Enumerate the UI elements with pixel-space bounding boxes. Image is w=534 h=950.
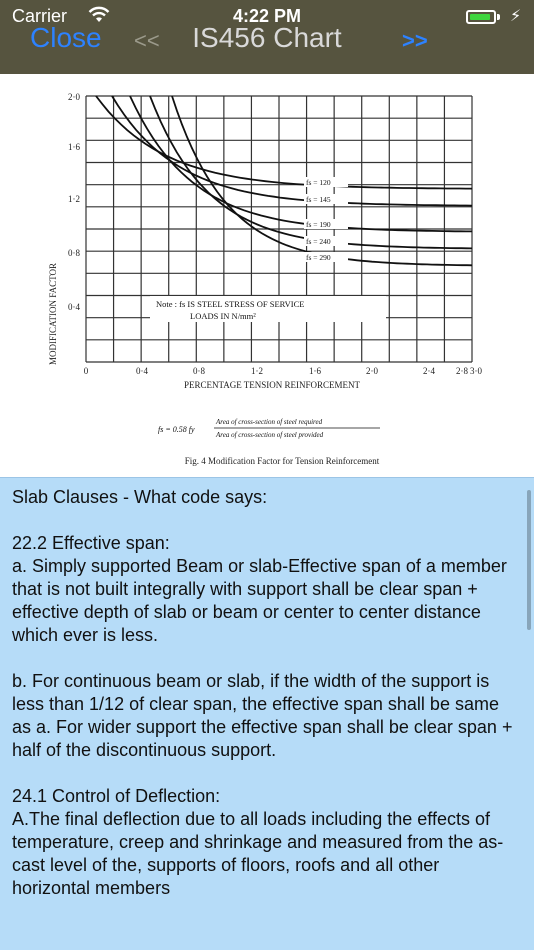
x-axis-label: PERCENTAGE TENSION REINFORCEMENT bbox=[183, 380, 361, 390]
next-button[interactable]: >> bbox=[402, 28, 428, 53]
chart-figure bbox=[0, 74, 534, 477]
y-tick-label: 2·0 bbox=[68, 92, 80, 102]
scrollbar[interactable] bbox=[527, 490, 531, 630]
chart-grid bbox=[86, 96, 472, 362]
clause-paragraph: 24.1 Control of Deflection: A.The final deflection due to all loads including the effects of temperature, creep and shrinkage and measured from the as-cast level of the, supports of floors, roofs and all other horizontal members bbox=[12, 786, 504, 898]
modification-curve bbox=[112, 96, 472, 206]
y-tick-label: 0·8 bbox=[68, 248, 80, 258]
modification-curve bbox=[130, 96, 472, 231]
carrier-label: Carrier bbox=[12, 6, 68, 26]
curve-label: fs = 120 bbox=[306, 178, 331, 187]
clock: 4:22 PM bbox=[232, 6, 302, 26]
x-tick-label: 0 bbox=[83, 366, 89, 376]
y-tick-label: 1·2 bbox=[68, 194, 80, 204]
curve-label: fs = 145 bbox=[306, 195, 331, 204]
chart-curves bbox=[96, 96, 472, 265]
clause-paragraph: 22.2 Effective span: a. Simply supported Beam or slab-Effective span of a member that is not built integrally with support shall be clear span + effective depth of slab or beam or center to center distance which ever is less. bbox=[12, 533, 507, 645]
curve-label: fs = 290 bbox=[306, 253, 331, 262]
x-tick-label: 1·6 bbox=[309, 366, 321, 376]
x-tick-label: 2·0 bbox=[366, 366, 378, 376]
y-tick-label: 1·6 bbox=[68, 142, 80, 152]
x-tick-label: 3·0 bbox=[470, 366, 482, 376]
close-button[interactable]: Close bbox=[30, 22, 102, 53]
previous-button[interactable]: << bbox=[134, 28, 160, 53]
chart-note: LOADS IN N/mm² bbox=[190, 311, 256, 321]
formula-numerator: Area of cross-section of steel required bbox=[216, 418, 323, 426]
clause-text-view[interactable] bbox=[0, 477, 534, 950]
chart-image bbox=[0, 74, 534, 477]
curve-label: fs = 190 bbox=[306, 220, 331, 229]
top-bar bbox=[0, 0, 534, 74]
x-tick-label: 0·4 bbox=[136, 366, 148, 376]
chart-note: Note : fs IS STEEL STRESS OF SERVICE bbox=[156, 299, 305, 309]
x-tick-label: 2·4 bbox=[423, 366, 435, 376]
x-tick-label: 0·8 bbox=[193, 366, 205, 376]
page-title: IS456 Chart bbox=[192, 22, 342, 53]
y-tick-label: 0·4 bbox=[68, 302, 80, 312]
x-tick-label: 1·2 bbox=[251, 366, 263, 376]
curve-label: fs = 240 bbox=[306, 237, 331, 246]
formula-left: fs = 0.58 fy bbox=[158, 425, 195, 434]
x-tick-label: 2·8 bbox=[456, 366, 468, 376]
battery-tip bbox=[497, 14, 500, 20]
clause-paragraph: b. For continuous beam or slab, if the width of the support is less than 1/12 of clear span, the effective span shall be same as a. For wider support the effective span shall be clear span + half of the discontinuous support. bbox=[12, 671, 513, 760]
content-heading: Slab Clauses - What code says: bbox=[12, 487, 268, 507]
y-axis-label: MODIFICATION FACTOR bbox=[48, 263, 58, 365]
modification-curve bbox=[96, 96, 472, 189]
figure-caption: Fig. 4 Modification Factor for Tension Reinforcement bbox=[184, 456, 380, 466]
battery-level bbox=[470, 14, 490, 20]
bolt-icon: ⚡ bbox=[510, 8, 522, 25]
formula-denominator: Area of cross-section of steel provided bbox=[216, 431, 324, 439]
